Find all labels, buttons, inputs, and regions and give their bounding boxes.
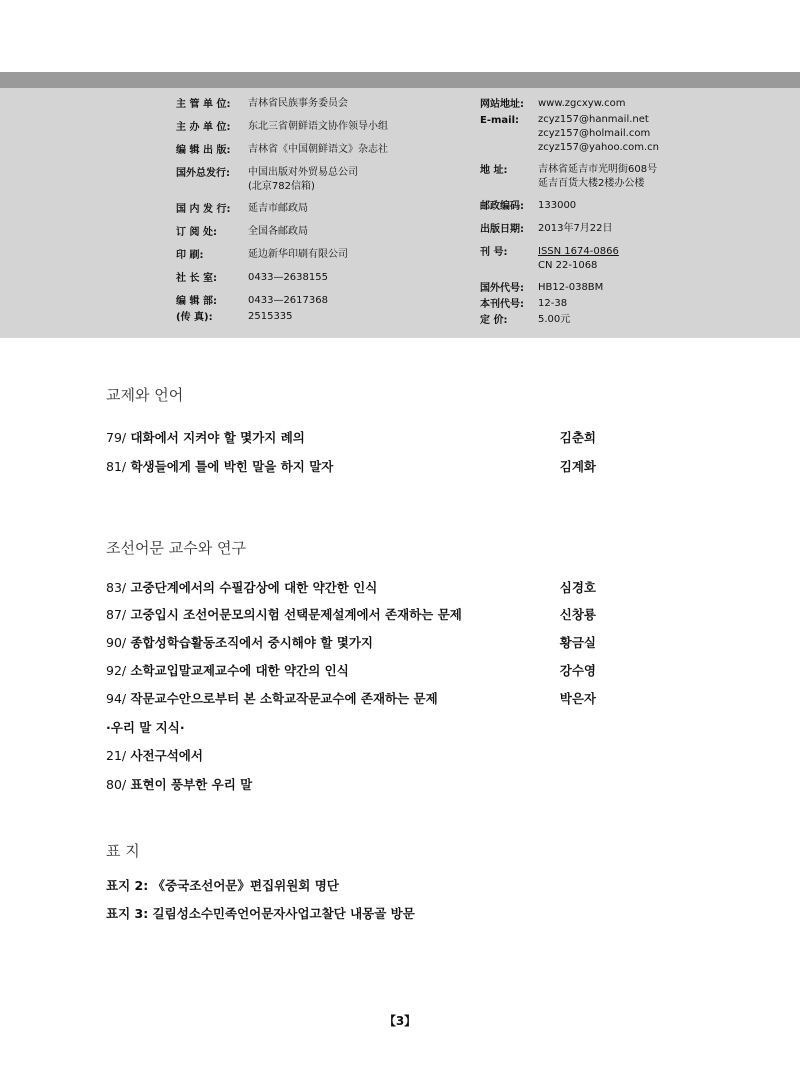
- toc-item: [106, 634, 596, 652]
- masthead-value: (北京782信箱): [248, 181, 315, 192]
- masthead-value: CN 22-1068: [538, 260, 598, 271]
- masthead-row: [480, 199, 780, 214]
- masthead-label: 地 址:: [480, 165, 508, 176]
- masthead-label: 网站地址:: [480, 99, 524, 110]
- masthead-row: [176, 225, 476, 240]
- masthead-label: 定 价:: [480, 315, 508, 326]
- masthead-value: zcyz157@hanmail.net: [538, 114, 649, 125]
- toc-item-title: 고중입시 조선어문모의시험 선택문제설계에서 존재하는 문제: [130, 607, 462, 622]
- masthead-right-column: [480, 97, 780, 336]
- masthead-value: 吉林省民族事务委员会: [248, 98, 348, 109]
- toc-item-title: 종합성학습활동조직에서 중시해야 할 몇가지: [130, 635, 373, 650]
- masthead-value: 0433—2617368: [248, 295, 328, 306]
- masthead-row: [176, 143, 476, 158]
- toc-item-author: 김계화: [559, 459, 596, 474]
- toc-item-author: 강수영: [559, 663, 596, 678]
- section-title: 조선어문 교수와 연구: [106, 539, 246, 557]
- masthead-label: 主 办 单 位:: [176, 122, 231, 133]
- masthead-label: E-mail:: [480, 115, 520, 126]
- masthead-label: 订 阅 处:: [176, 227, 217, 238]
- toc-item-title: 표지 2: 《중국조선어문》편집위원회 명단: [106, 878, 339, 893]
- masthead-row: [480, 222, 780, 237]
- toc-item-title: 작문교수안으로부터 본 소학교작문교수에 존재하는 문제: [130, 691, 438, 706]
- masthead-row: [480, 163, 780, 191]
- toc-item: [106, 905, 596, 923]
- toc-page-number: 80/: [106, 777, 127, 792]
- toc-item-title: ·우리 말 지식·: [106, 720, 185, 735]
- masthead-value: 2515335: [248, 311, 293, 322]
- toc-item-title: 표지 3: 길림성소수민족언어문자사업고찰단 내몽골 방문: [106, 906, 415, 921]
- masthead-row: [480, 313, 780, 328]
- masthead-row: [176, 310, 476, 325]
- toc-item: [106, 606, 596, 624]
- toc-page-number: 79/: [106, 430, 127, 445]
- toc-item-title: 학생들에게 틀에 박힌 말을 하지 말자: [130, 459, 334, 474]
- masthead-value: 吉林省延吉市光明街608号: [538, 164, 658, 175]
- masthead-row: [176, 202, 476, 217]
- masthead-row: [176, 271, 476, 286]
- toc-item-title: 사전구석에서: [130, 748, 203, 763]
- masthead-value: zcyz157@holmail.com: [538, 128, 651, 139]
- masthead-box: [0, 88, 800, 338]
- masthead-label: 国外代号:: [480, 283, 524, 294]
- toc-item-author: 황금실: [559, 635, 596, 650]
- masthead-label: 邮政编码:: [480, 201, 524, 212]
- toc-page-number: 83/: [106, 580, 127, 595]
- masthead-value: zcyz157@yahoo.com.cn: [538, 142, 659, 153]
- masthead-value: 12-38: [538, 298, 568, 309]
- toc-item-title: 대화에서 지켜야 할 몇가지 례의: [130, 430, 305, 445]
- masthead-value: 吉林省《中国朝鲜语文》杂志社: [248, 144, 388, 155]
- masthead-value: 延吉市邮政局: [248, 203, 308, 214]
- masthead-row: [176, 294, 476, 309]
- masthead-row: [480, 245, 780, 273]
- masthead-value: 2013年7月22日: [538, 223, 613, 234]
- toc-page-number: 87/: [106, 607, 127, 622]
- masthead-row: [480, 281, 780, 296]
- masthead-left-column: [176, 97, 476, 333]
- masthead-label: (传 真):: [176, 312, 213, 323]
- masthead-label: 印 刷:: [176, 250, 204, 261]
- masthead-value: 133000: [538, 200, 577, 211]
- toc-subheading: [106, 719, 596, 737]
- toc-item: [106, 662, 596, 680]
- toc-page-number: 94/: [106, 691, 127, 706]
- toc-item: [106, 579, 596, 597]
- toc-page-number: 21/: [106, 748, 127, 763]
- masthead-value: 5.00元: [538, 314, 571, 325]
- toc-page-number: 90/: [106, 635, 127, 650]
- toc-item: [106, 458, 596, 476]
- masthead-value: ISSN 1674-0866: [538, 246, 619, 257]
- masthead-row: [480, 113, 780, 155]
- masthead-value: HB12-038BM: [538, 282, 604, 293]
- toc-item: [106, 776, 596, 794]
- toc-page-number: 81/: [106, 459, 127, 474]
- masthead-row: [480, 297, 780, 312]
- masthead-label: 本刊代号:: [480, 299, 524, 310]
- masthead-label: 主 管 单 位:: [176, 99, 231, 110]
- masthead-value: www.zgcxyw.com: [538, 98, 626, 109]
- toc-item: [106, 747, 596, 765]
- masthead-row: [176, 248, 476, 263]
- toc-item: [106, 690, 596, 708]
- masthead-value: 0433—2638155: [248, 272, 328, 283]
- toc-item-author: 심경호: [559, 580, 596, 595]
- masthead-value: 东北三省朝鲜语文协作领导小组: [248, 121, 388, 132]
- masthead-label: 国 内 发 行:: [176, 204, 231, 215]
- toc-item-author: 신창룡: [559, 607, 596, 622]
- masthead-label: 刊 号:: [480, 247, 508, 258]
- section-title: 교제와 언어: [106, 386, 184, 404]
- toc-item-author: 김춘희: [559, 430, 596, 445]
- masthead-label: 出版日期:: [480, 224, 524, 235]
- section-title: 표 지: [106, 842, 140, 860]
- masthead-row: [176, 120, 476, 135]
- toc-item-title: 표현이 풍부한 우리 말: [130, 777, 253, 792]
- header-band: [0, 72, 800, 88]
- toc-item: [106, 429, 596, 447]
- toc-item-author: 박은자: [559, 691, 596, 706]
- masthead-label: 编 辑 出 版:: [176, 145, 231, 156]
- masthead-row: [176, 166, 476, 194]
- masthead-row: [176, 97, 476, 112]
- masthead-value: 延吉百货大楼2楼办公楼: [538, 178, 645, 189]
- masthead-row: [480, 97, 780, 112]
- toc-item-title: 고중단계에서의 수필감상에 대한 약간한 인식: [130, 580, 378, 595]
- toc-item: [106, 877, 596, 895]
- masthead-value: 延边新华印刷有限公司: [248, 249, 348, 260]
- masthead-value: 中国出版对外贸易总公司: [248, 167, 358, 178]
- masthead-label: 社 长 室:: [176, 273, 217, 284]
- toc-item-title: 소학교입말교제교수에 대한 약간의 인식: [130, 663, 349, 678]
- masthead-label: 编 辑 部:: [176, 296, 217, 307]
- masthead-label: 国外总发行:: [176, 168, 230, 179]
- page-number: 【3】: [383, 1014, 417, 1028]
- toc-page-number: 92/: [106, 663, 127, 678]
- masthead-value: 全国各邮政局: [248, 226, 308, 237]
